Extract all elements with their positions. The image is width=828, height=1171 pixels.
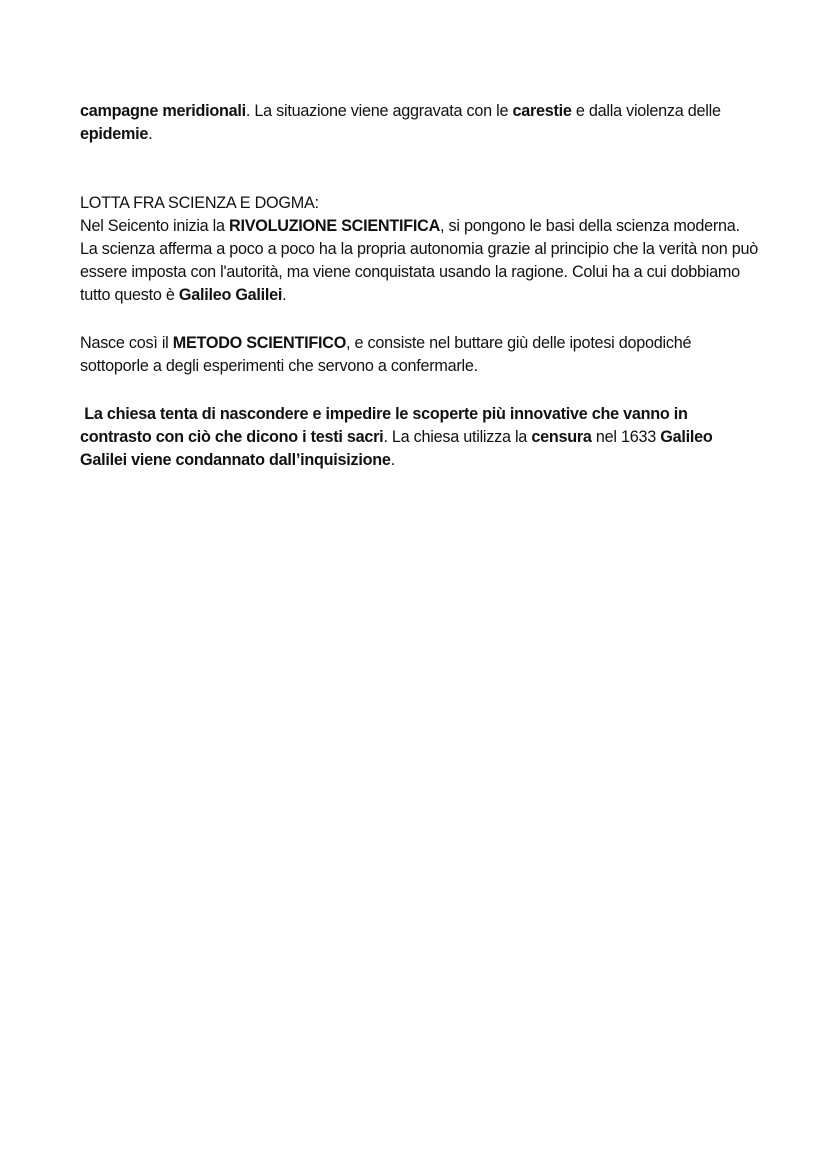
text: Nel Seicento inizia la [80, 217, 230, 235]
bold-text: Galileo Galilei viene condannato dall’inquisizione [80, 428, 713, 469]
bold-text: METODO SCIENTIFICO [172, 334, 347, 352]
bold-text: campagne meridionali [80, 102, 246, 120]
text: e dalla violenza delle [571, 102, 721, 120]
text: nel 1633 [591, 428, 661, 446]
text: , e consiste nel buttare giù delle ipotesi dopodiché sottoporle a degli esperimenti che servono a confermarle. [80, 334, 692, 375]
text: . La chiesa utilizza la [383, 428, 532, 446]
text: . [282, 286, 287, 304]
spacer [80, 146, 760, 192]
spacer [80, 378, 760, 403]
paragraph-church [80, 403, 760, 472]
bold-text: carestie [512, 102, 572, 120]
document-page [80, 100, 760, 472]
text: Nasce così il [80, 334, 173, 352]
text: . [148, 125, 153, 143]
section-heading [80, 192, 760, 215]
bold-text: censura [531, 428, 592, 446]
text: , si pongono le basi della scienza moderna. La scienza afferma a poco a poco ha la propria autonomia grazie al principio che la verità non può essere imposta con l'autorità, ma viene conquistata usando la ragione. Colui ha a cui dobbiamo tutto questo è [80, 217, 758, 304]
paragraph-famine [80, 100, 760, 146]
text: . [390, 451, 395, 469]
paragraph-revolution [80, 215, 760, 307]
text: . La situazione viene aggravata con le [245, 102, 513, 120]
bold-text: epidemie [80, 125, 149, 143]
heading-text: LOTTA FRA SCIENZA E DOGMA: [80, 194, 319, 212]
spacer [80, 307, 760, 332]
bold-text: Galileo Galilei [178, 286, 283, 304]
bold-text: RIVOLUZIONE SCIENTIFICA [229, 217, 441, 235]
bold-text: La chiesa tenta di nascondere e impedire le scoperte più innovative che vanno in contrasto con ciò che dicono i testi sacri [80, 405, 692, 446]
paragraph-method [80, 332, 760, 378]
